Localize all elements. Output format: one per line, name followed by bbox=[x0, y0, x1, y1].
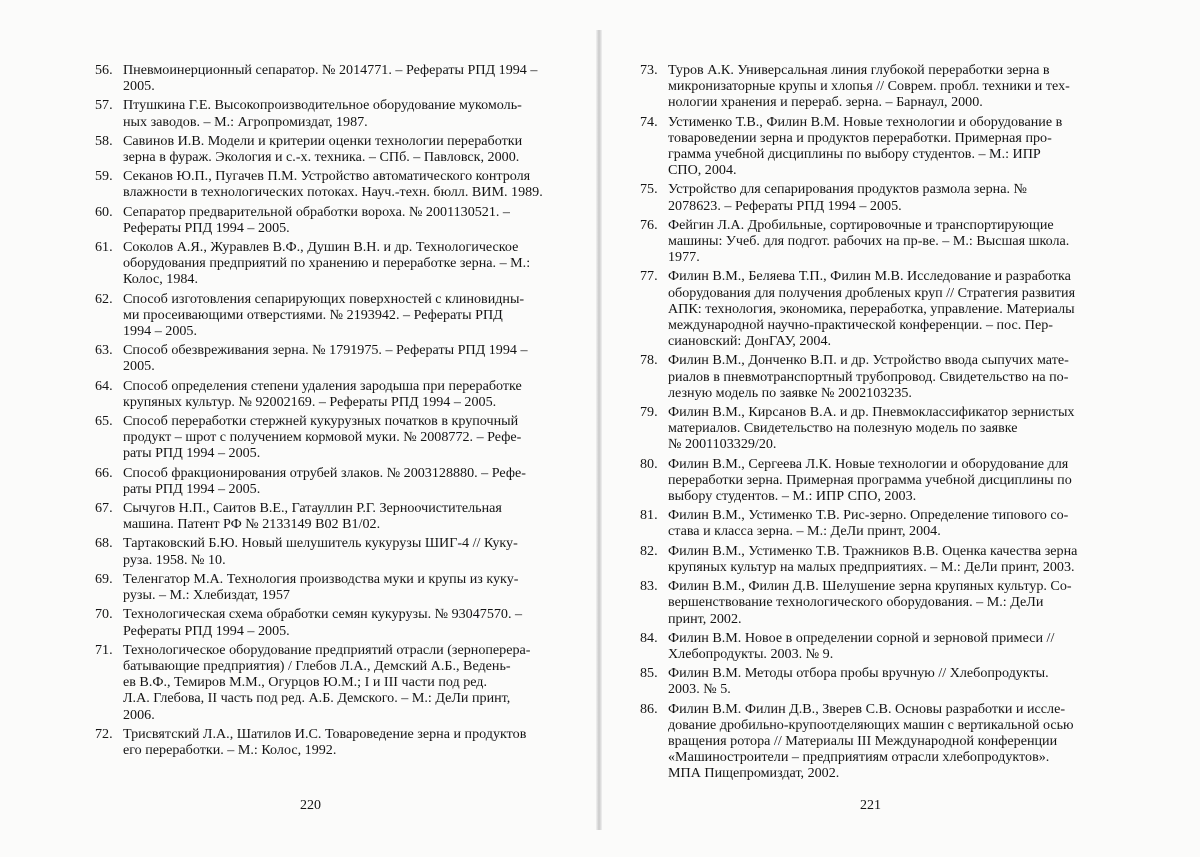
reference-number: 56. bbox=[95, 62, 113, 78]
reference-text: Тартаковский Б.Ю. Новый шелушитель кукурузы ШИГ-4 // Куку- руза. 1958. № 10. bbox=[123, 535, 518, 568]
right-page bbox=[640, 62, 1140, 785]
reference-text: Трисвятский Л.А., Шатилов И.С. Товароведение зерна и продуктов его переработки. – М.: Колос, 1992. bbox=[123, 725, 527, 758]
reference-text: Филин В.М., Устименко Т.В. Тражников В.В. Оценка качества зерна крупяных культур на малых предприятиях. – М.: ДеЛи принт, 2003. bbox=[668, 542, 1078, 575]
reference-text: Способ определения степени удаления зародыша при переработке крупяных культур. № 92002169. – Рефераты РПД 1994 – 2005. bbox=[123, 377, 522, 410]
reference-number: 86. bbox=[640, 700, 658, 717]
reference-text: Способ фракционирования отрубей злаков. № 2003128880. – Рефе- раты РПД 1994 – 2005. bbox=[123, 464, 526, 497]
reference-text: Теленгатор М.А. Технология производства муки и крупы из куку- рузы. – М.: Хлебиздат, 1957 bbox=[123, 570, 519, 604]
reference-number: 85. bbox=[640, 665, 658, 682]
reference-text: Технологическое оборудование предприятий отрасли (зерноперера- батывающие предприятия) / Глебов Л.А., Демский А.Б., Ведень- ев В.Ф., Темиров М.М., Огурцов Ю.М.; I и III части под ред. Л.А. Глебова, II часть под ред. А.Б. Демского. – М.: ДеЛи принт, 2006. bbox=[123, 641, 531, 723]
reference-item bbox=[95, 168, 595, 200]
reference-item bbox=[95, 97, 595, 129]
reference-item bbox=[95, 133, 595, 165]
reference-item bbox=[640, 268, 1140, 349]
reference-item bbox=[640, 114, 1140, 179]
reference-item bbox=[640, 352, 1140, 401]
book-gutter bbox=[596, 30, 602, 830]
reference-number: 71. bbox=[95, 641, 113, 658]
reference-number: 64. bbox=[95, 377, 113, 394]
reference-number: 81. bbox=[640, 507, 658, 524]
reference-number: 73. bbox=[640, 62, 658, 78]
reference-text: Секанов Ю.П., Пугачев П.М. Устройство автоматического контроля влажности в технологических потоках. Науч.-техн. бюлл. ВИМ. 1989. bbox=[123, 168, 543, 201]
reference-item bbox=[95, 342, 595, 374]
reference-text: Филин В.М., Филин Д.В. Шелушение зерна крупяных культур. Со- вершенствование технологического оборудования. – М.: ДеЛи принт, 2002. bbox=[668, 578, 1072, 627]
reference-number: 74. bbox=[640, 113, 658, 130]
reference-text: Филин В.М., Беляева Т.П., Филин М.В. Исследование и разработка оборудования для получения дробленых круп // Стратегия развития АПК: технология, экономика, переработка, управление. Материалы международной научно-практической конференции. – пос. Пер- сиановский: ДонГАУ, 2004. bbox=[668, 268, 1076, 350]
reference-item bbox=[95, 642, 595, 723]
reference-text: Пневмоинерционный сепаратор. № 2014771. – Рефераты РПД 1994 – 2005. bbox=[123, 62, 538, 95]
reference-item bbox=[95, 204, 595, 236]
reference-item bbox=[640, 507, 1140, 539]
reference-number: 66. bbox=[95, 464, 113, 481]
reference-number: 57. bbox=[95, 97, 113, 114]
reference-item bbox=[95, 378, 595, 410]
left-page-number: 220 bbox=[300, 798, 321, 813]
reference-number: 59. bbox=[95, 168, 113, 185]
reference-item bbox=[640, 217, 1140, 266]
reference-item bbox=[640, 578, 1140, 627]
reference-number: 77. bbox=[640, 268, 658, 285]
reference-number: 82. bbox=[640, 542, 658, 559]
reference-text: Устименко Т.В., Филин В.М. Новые технологии и оборудование в товароведении зерна и продуктов переработки. Примерная про- грамма учебной дисциплины по выбору студентов. – М.: ИПР СПО, 2004. bbox=[668, 113, 1063, 179]
right-reference-list bbox=[640, 62, 1140, 782]
reference-text: Филин В.М. Филин Д.В., Зверев С.В. Основы разработки и иссле- дование дробильно-крупоотделяющих машин с вертикальной осью вращения ротора // Материалы III Международной конференции «Машиностроители – предприятиям отрасли хлебопродуктов». МПА Пищепромиздат, 2002. bbox=[668, 700, 1074, 782]
reference-number: 58. bbox=[95, 132, 113, 149]
left-reference-list bbox=[95, 62, 595, 758]
reference-text: Филин В.М., Устименко Т.В. Рис-зерно. Определение типового со- става и класса зерна. – М.: ДеЛи принт, 2004. bbox=[668, 507, 1069, 540]
reference-item bbox=[640, 701, 1140, 782]
reference-text: Фейгин Л.А. Дробильные, сортировочные и транспортирующие машины: Учеб. для подгот. рабочих на пр-ве. – М.: Высшая школа. 1977. bbox=[668, 216, 1070, 266]
reference-item bbox=[640, 630, 1140, 662]
reference-number: 84. bbox=[640, 629, 658, 646]
reference-number: 61. bbox=[95, 239, 113, 256]
reference-number: 67. bbox=[95, 500, 113, 517]
reference-item bbox=[95, 500, 595, 532]
reference-number: 80. bbox=[640, 455, 658, 472]
reference-text: Филин В.М. Методы отбора пробы вручную // Хлебопродукты. 2003. № 5. bbox=[668, 665, 1049, 698]
reference-item bbox=[640, 543, 1140, 575]
reference-text: Савинов И.В. Модели и критерии оценки технологии переработки зерна в фураж. Экология и с.-х. техника. – СПб. – Павловск, 2000. bbox=[123, 132, 523, 166]
reference-number: 76. bbox=[640, 216, 658, 233]
reference-text: Способ переработки стержней кукурузных початков в крупочный продукт – шрот с получением кормовой муки. № 2008772. – Рефе- раты РПД 1994 – 2005. bbox=[123, 413, 522, 462]
reference-number: 83. bbox=[640, 578, 658, 595]
reference-item bbox=[95, 239, 595, 288]
reference-number: 75. bbox=[640, 181, 658, 198]
reference-number: 78. bbox=[640, 352, 658, 369]
reference-item bbox=[95, 571, 595, 603]
reference-text: Филин В.М., Кирсанов В.А. и др. Пневмоклассификатор зернистых материалов. Свидетельство на полезную модель по заявке № 2001103329/20. bbox=[668, 404, 1075, 453]
reference-number: 79. bbox=[640, 404, 658, 421]
reference-text: Технологическая схема обработки семян кукурузы. № 93047570. – Рефераты РПД 1994 – 2005. bbox=[123, 606, 523, 639]
reference-item bbox=[640, 404, 1140, 453]
reference-item bbox=[95, 535, 595, 567]
reference-item bbox=[95, 465, 595, 497]
reference-text: Филин В.М., Сергеева Л.К. Новые технологии и оборудование для переработки зерна. Примерная программа учебной дисциплины по выбору студентов. – М.: ИПР СПО, 2003. bbox=[668, 455, 1072, 505]
reference-text: Сычугов Н.П., Саитов В.Е., Гатауллин Р.Г. Зерноочистительная машина. Патент РФ № 2133149 B02 B1/02. bbox=[123, 500, 502, 533]
reference-text: Устройство для сепарирования продуктов размола зерна. № 2078623. – Рефераты РПД 1994 – 2005. bbox=[668, 181, 1027, 214]
reference-text: Филин В.М., Донченко В.П. и др. Устройство ввода сыпучих мате- риалов в пневмотранспортный трубопровод. Свидетельство на по- лезную модель по заявке № 2002103235. bbox=[668, 352, 1069, 401]
reference-item bbox=[640, 456, 1140, 505]
reference-text: Птушкина Г.Е. Высокопроизводительное оборудование мукомоль- ных заводов. – М.: Агропромиздат, 1987. bbox=[123, 97, 522, 130]
reference-text: Сепаратор предварительной обработки вороха. № 2001130521. – Рефераты РПД 1994 – 2005. bbox=[123, 203, 510, 236]
left-page bbox=[95, 62, 595, 761]
right-page-number: 221 bbox=[860, 798, 881, 813]
reference-item bbox=[640, 181, 1140, 213]
reference-number: 70. bbox=[95, 606, 113, 623]
reference-item bbox=[95, 62, 595, 94]
reference-text: Способ обезвреживания зерна. № 1791975. – Рефераты РПД 1994 – 2005. bbox=[123, 342, 528, 375]
reference-number: 62. bbox=[95, 290, 113, 307]
reference-number: 60. bbox=[95, 203, 113, 220]
reference-item bbox=[640, 62, 1140, 111]
reference-item bbox=[95, 726, 595, 758]
reference-number: 65. bbox=[95, 413, 113, 430]
reference-text: Филин В.М. Новое в определении сорной и зерновой примеси // Хлебопродукты. 2003. № 9. bbox=[668, 629, 1055, 662]
reference-number: 72. bbox=[95, 725, 113, 742]
reference-item bbox=[95, 606, 595, 638]
reference-item bbox=[95, 291, 595, 340]
reference-text: Способ изготовления сепарирующих поверхностей с клиновидны- ми просеивающими отверстиями. № 2193942. – Рефераты РПД 1994 – 2005. bbox=[123, 290, 525, 340]
reference-item bbox=[640, 665, 1140, 697]
reference-number: 69. bbox=[95, 570, 113, 587]
reference-item bbox=[95, 413, 595, 462]
reference-text: Туров А.К. Универсальная линия глубокой переработки зерна в микронизаторные крупы и хлопья // Соврем. пробл. техники и тех- нологии хранения и перераб. зерна. – Барнаул, 2000. bbox=[668, 62, 1070, 111]
reference-number: 63. bbox=[95, 342, 113, 359]
reference-text: Соколов А.Я., Журавлев В.Ф., Душин В.Н. и др. Технологическое оборудования предприятий по хранению и переработке зерна. – М.: Колос, 1984. bbox=[123, 239, 531, 288]
reference-number: 68. bbox=[95, 535, 113, 552]
